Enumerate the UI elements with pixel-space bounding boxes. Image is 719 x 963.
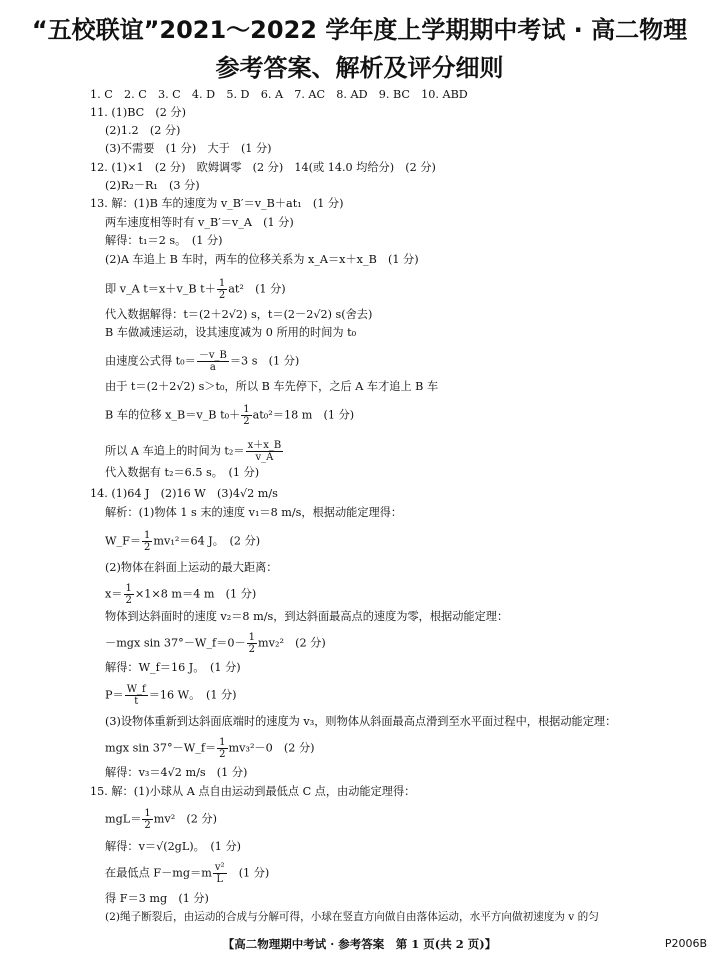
q14-line: 解得：W_f＝16 J。 (1 分) — [105, 661, 241, 674]
q11-part1: 11. (1)BC (2 分) — [90, 106, 186, 119]
q12-part1: 12. (1)×1 (2 分) 欧姆调零 (2 分) 14(或 14.0 均给分) (2 分) — [90, 161, 436, 174]
q11-part2: (2)1.2 (2 分) — [105, 124, 181, 137]
q14-equation: W_F＝ $\frac{1}{2}$ mv₁²＝64 J。 (2 分) — [105, 530, 261, 553]
q13-line: 13. 解：(1)B 车的速度为 v_B′＝v_B＋at₁ (1 分) — [90, 197, 344, 210]
fraction-half: $\frac{1}{2}$ — [144, 530, 151, 553]
q14-line: 解析：(1)物体 1 s 末的速度 v₁＝8 m/s，根据动能定理得： — [105, 506, 403, 519]
q14-line: (3)设物体重新到达斜面底端时的速度为 v₃，则物体从斜面最高点滑到至水平面过程中，根据动能定理： — [105, 715, 617, 728]
q13-line: B 车做减速运动，设其速度减为 0 所用的时间为 t₀ — [105, 326, 357, 339]
q14-equation: －mgx sin 37°－W_f＝0－ $\frac{1}{2}$ mv₂² (2 分) — [105, 632, 326, 655]
q13-equation: 即 v_A t＝x＋v_B t＋ $\frac{1}{2}$ at² (1 分) — [105, 278, 286, 301]
fraction-half: $\frac{1}{2}$ — [243, 404, 250, 427]
q13-line: 解得：t₁＝2 s。 (1 分) — [105, 234, 223, 247]
q15-line: (2)绳子断裂后，由运动的合成与分解可得，小球在竖直方向做自由落体运动，水平方向做初速度为 v 的匀 — [105, 911, 599, 923]
q14-equation: x＝ $\frac{1}{2}$ ×1×8 m＝4 m (1 分) — [105, 583, 257, 606]
fraction-t2: $\frac{x+x\_B}{v\_A}$ — [247, 440, 282, 463]
q15-line: 得 F＝3 mg (1 分) — [105, 892, 209, 905]
page-title: “五校联谊”2021～2022 学年度上学期期中考试 · 高二物理 — [31, 16, 688, 44]
q15-line: 15. 解：(1)小球从 A 点自由运动到最低点 C 点，由动能定理得： — [90, 785, 416, 798]
q14-answers: 14. (1)64 J (2)16 W (3)4√2 m/s — [90, 487, 278, 500]
q13-equation: 由速度公式得 t₀＝ $\frac{-v\_B}{a}$ ＝3 s (1 分) — [105, 350, 300, 373]
page-footer: 【高二物理期中考试 · 参考答案 第 1 页(共 2 页)】 — [222, 937, 497, 951]
q13-equation: B 车的位移 x_B＝v_B t₀＋ $\frac{1}{2}$ at₀²＝18 m (1 分) — [105, 404, 355, 427]
q14-line: (2)物体在斜面上运动的最大距离： — [105, 561, 278, 574]
fraction-half: $\frac{1}{2}$ — [219, 737, 226, 760]
q14-equation: mgx sin 37°－W_f＝ $\frac{1}{2}$ mv₃²－0 (2 分) — [105, 737, 315, 760]
fraction-P: $\frac{W\_f}{t}$ — [126, 684, 146, 707]
q14-line: 物体到达斜面时的速度 v₂＝8 m/s，到达斜面最高点的速度为零，根据动能定理： — [105, 610, 509, 623]
q15-equation: 在最低点 F－mg＝m $\frac{\text{v²}}{L}$ (1 分) — [105, 862, 270, 885]
q11-part3: (3)不需要 (1 分) 大于 (1 分) — [105, 142, 272, 155]
fraction-half: $\frac{1}{2}$ — [125, 583, 132, 606]
fraction-half: $\frac{1}{2}$ — [218, 278, 226, 301]
fraction-F: $\frac{\text{v²}}{L}$ — [214, 862, 225, 885]
q15-equation: mgL＝ $\frac{1}{2}$ mv² (2 分) — [105, 808, 217, 831]
q13-line: 代入数据有 t₂＝6.5 s。 (1 分) — [105, 466, 260, 479]
q14-line: 解得：v₃＝4√2 m/s (1 分) — [105, 766, 248, 779]
fraction-half: $\frac{1}{2}$ — [144, 808, 151, 831]
q12-part2: (2)R₂－R₁ (3 分) — [105, 179, 200, 192]
q13-line: 代入数据解得：t＝(2＋2√2) s，t＝(2－2√2) s(舍去) — [105, 308, 373, 321]
q13-line: (2)A 车追上 B 车时，两车的位移关系为 x_A＝x＋x_B (1 分) — [105, 253, 419, 266]
page-subtitle: 参考答案、解析及评分细则 — [215, 54, 504, 82]
fraction-half: $\frac{1}{2}$ — [248, 632, 256, 655]
q15-line: 解得：v＝√(2gL)。 (1 分) — [105, 840, 242, 853]
q13-line: 两车速度相等时有 v_B′＝v_A (1 分) — [105, 216, 294, 229]
fraction-t0: $\frac{-v\_B}{a}$ — [198, 350, 227, 373]
choice-answers: 1. C 2. C 3. C 4. D 5. D 6. A 7. AC 8. AD 9. BC 10. ABD — [90, 88, 468, 101]
q14-equation: P＝ $\frac{W\_f}{t}$ ＝16 W。 (1 分) — [105, 684, 237, 707]
document-code: P2006B — [664, 937, 707, 950]
q13-equation: 所以 A 车追上的时间为 t₂＝ $\frac{x+x\_B}{v\_A}$ — [105, 440, 282, 463]
q13-line: 由于 t＝(2＋2√2) s＞t₀，所以 B 车先停下，之后 A 车才追上 B 车 — [105, 380, 439, 393]
